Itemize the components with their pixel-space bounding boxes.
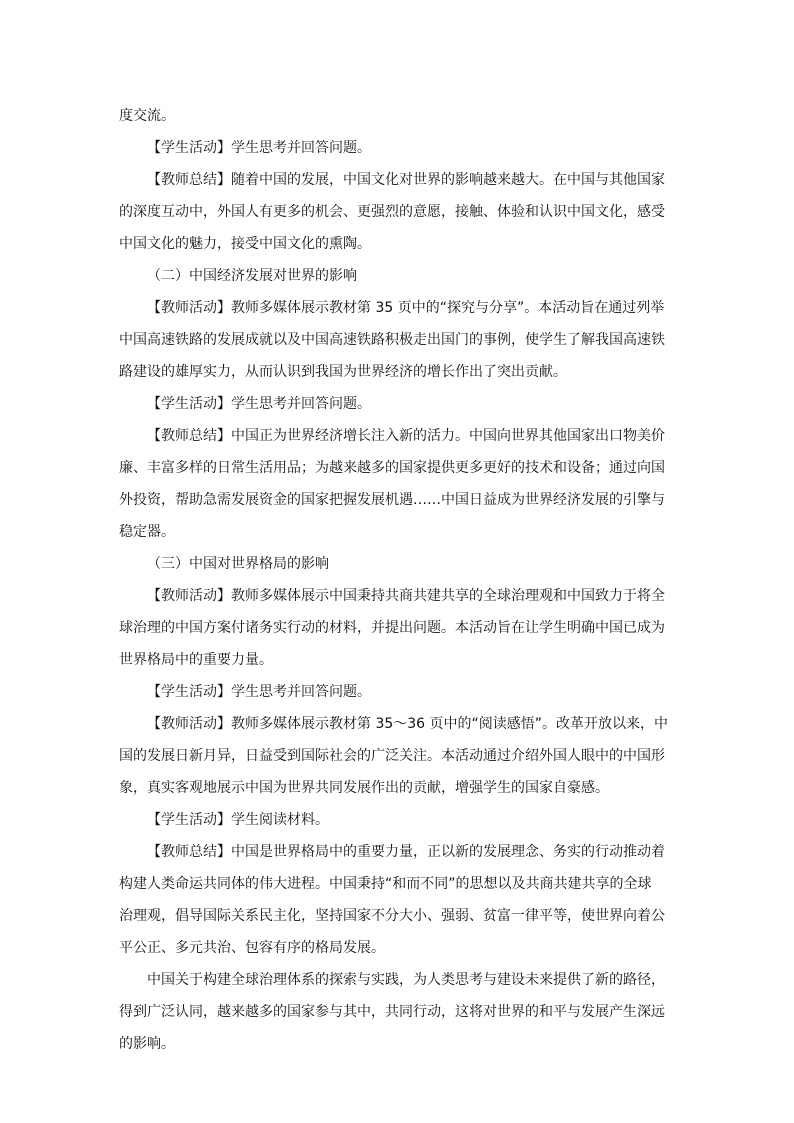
- text-line: 中国文化的魅力，接受中国文化的熏陶。: [119, 236, 371, 252]
- paragraph: [119, 164, 675, 260]
- paragraph: [119, 676, 675, 708]
- text-line: 的深度互动中，外国人有更多的机会、更强烈的意愿，接触、体验和认识中国文化，感受: [119, 204, 665, 220]
- paragraph: [119, 580, 675, 676]
- text-line: 中国高速铁路的发展成就以及中国高速铁路积极走出国门的事例，使学生了解我国高速铁: [119, 332, 665, 348]
- text-line: 【教师总结】中国是世界格局中的重要力量，正以新的发展理念、务实的行动推动着: [147, 844, 665, 860]
- text-line: 世界格局中的重要力量。: [119, 652, 273, 668]
- paragraph: [119, 420, 675, 548]
- paragraph: [119, 836, 675, 964]
- text-line: 得到广泛认同，越来越多的国家参与其中，共同行动，这将对世界的和平与发展产生深远: [119, 1004, 665, 1020]
- text-line: （二）中国经济发展对世界的影响: [147, 268, 357, 284]
- text-line: 平公正、多元共治、包容有序的格局发展。: [119, 940, 385, 956]
- text-line: 治理观，倡导国际关系民主化，坚持国家不分大小、强弱、贫富一律平等，使世界向着公: [119, 908, 665, 924]
- text-line: （三）中国对世界格局的影响: [147, 556, 329, 572]
- text-line: 路建设的雄厚实力，从而认识到我国为世界经济的增长作出了突出贡献。: [119, 364, 567, 380]
- text-line: 【学生活动】学生思考并回答问题。: [147, 684, 371, 700]
- paragraph: [119, 804, 675, 836]
- paragraph: [119, 132, 675, 164]
- paragraph: [119, 260, 675, 292]
- text-line: 构建人类命运共同体的伟大进程。中国秉持“和而不同”的思想以及共商共建共享的全球: [119, 876, 652, 892]
- text-line: 【教师总结】中国正为世界经济增长注入新的活力。中国向世界其他国家出口物美价: [147, 428, 665, 444]
- paragraph: [119, 548, 675, 580]
- text-line: 国的发展日新月异，日益受到国际社会的广泛关注。本活动通过介绍外国人眼中的中国形: [119, 748, 665, 764]
- paragraph: [119, 964, 675, 1060]
- text-line: 【学生活动】学生阅读材料。: [147, 812, 329, 828]
- text-line: 象，真实客观地展示中国为世界共同发展作出的贡献，增强学生的国家自豪感。: [119, 780, 609, 796]
- paragraph: [119, 708, 675, 804]
- text-line: 廉、丰富多样的日常生活用品；为越来越多的国家提供更多更好的技术和设备；通过向国: [119, 460, 665, 476]
- text-line: 中国关于构建全球治理体系的探索与实践，为人类思考与建设未来提供了新的路径，: [147, 972, 665, 988]
- text-line: 【教师活动】教师多媒体展示教材第 35 页中的“探究与分享”。本活动旨在通过列举: [147, 300, 665, 316]
- text-line: 【学生活动】学生思考并回答问题。: [147, 140, 371, 156]
- text-line: 【教师活动】教师多媒体展示教材第 35～36 页中的“阅读感悟”。改革开放以来，中: [147, 716, 669, 732]
- text-line: 外投资，帮助急需发展资金的国家把握发展机遇……中国日益成为世界经济发展的引擎与: [119, 492, 665, 508]
- paragraph: [119, 100, 675, 132]
- text-line: 【学生活动】学生思考并回答问题。: [147, 396, 371, 412]
- paragraph: [119, 292, 675, 388]
- paragraph: [119, 388, 675, 420]
- text-line: 稳定器。: [119, 524, 175, 540]
- text-line: 度交流。: [119, 108, 175, 124]
- text-line: 的影响。: [119, 1036, 175, 1052]
- text-line: 球治理的中国方案付诸务实行动的材料，并提出问题。本活动旨在让学生明确中国已成为: [119, 620, 665, 636]
- document-body: [119, 100, 675, 1060]
- text-line: 【教师总结】随着中国的发展，中国文化对世界的影响越来越大。在中国与其他国家: [147, 172, 665, 188]
- text-line: 【教师活动】教师多媒体展示中国秉持共商共建共享的全球治理观和中国致力于将全: [147, 588, 665, 604]
